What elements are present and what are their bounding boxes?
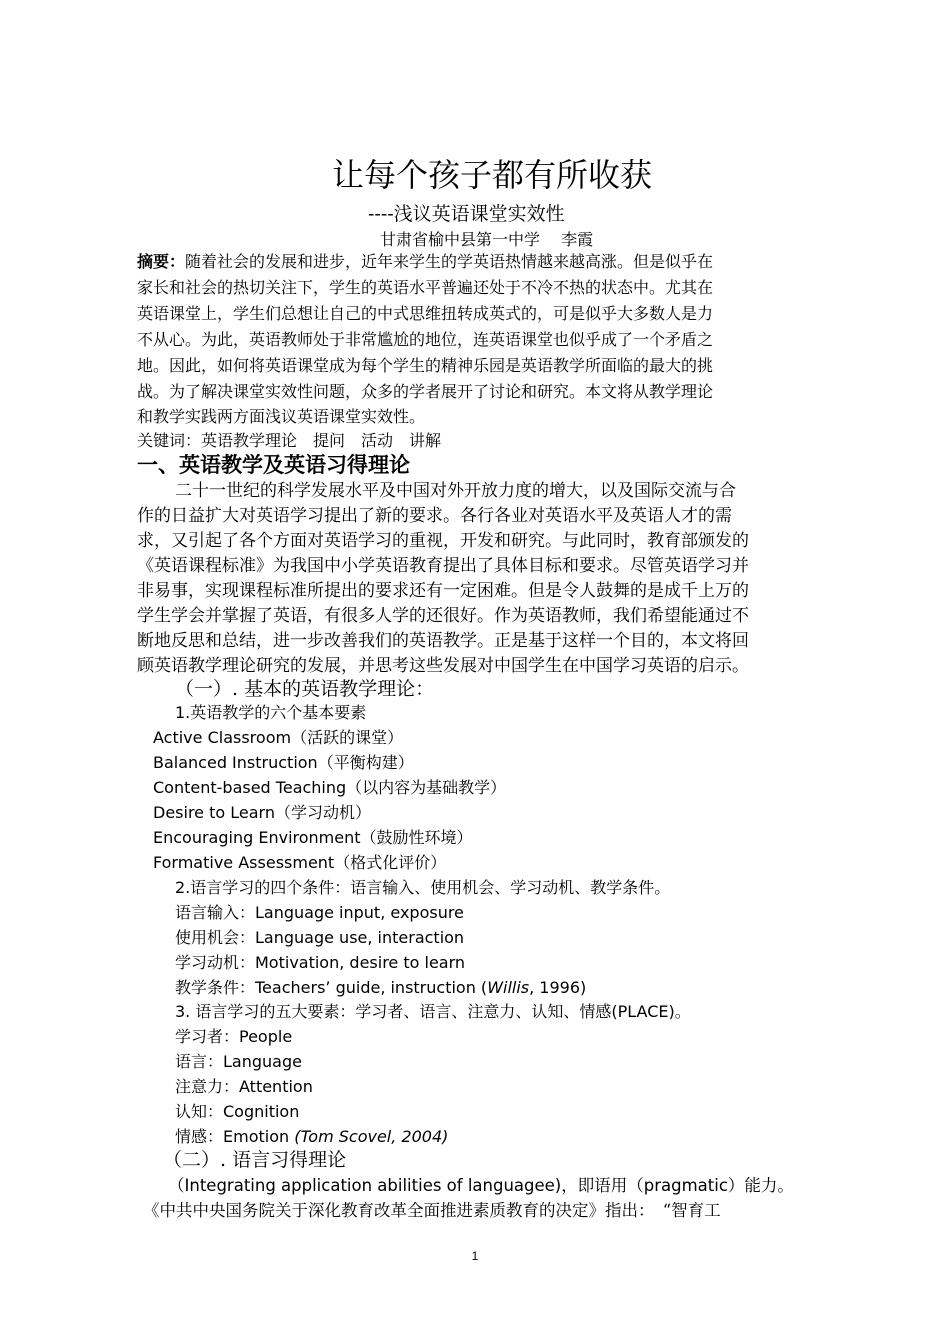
list-item: 语言：Language bbox=[175, 1052, 302, 1071]
keywords-line: 关键词：英语教学理论 提问 活动 讲解 bbox=[137, 431, 442, 450]
page-number: 1 bbox=[471, 1249, 479, 1263]
list-item: Balanced Instruction（平衡构建） bbox=[153, 753, 414, 772]
list-item: 教学条件：Teachers’ guide, instruction (Willis, 1996) bbox=[175, 978, 587, 997]
paragraph-line: 作的日益扩大对英语学习提出了新的要求。各行各业对英语水平及英语人才的需 bbox=[137, 506, 732, 526]
abstract-line: 摘要：随着社会的发展和进步，近年来学生的学英语热情越来越高涨。但是似乎在 bbox=[137, 252, 714, 271]
list-item: Encouraging Environment（鼓励性环境） bbox=[153, 828, 473, 847]
abstract-line: 英语课堂上，学生们总想让自己的中式思维扭转成英式的，可是似乎大多数人是力 bbox=[137, 304, 714, 323]
list-item: 情感：Emotion (Tom Scovel, 2004) bbox=[175, 1127, 449, 1146]
list-item: Content-based Teaching（以内容为基础教学） bbox=[153, 778, 507, 797]
document-title: 让每个孩子都有所收获 bbox=[331, 156, 652, 194]
abstract-line: 地。因此，如何将英语课堂成为每个学生的精神乐园是英语教学所面临的最大的挑 bbox=[137, 356, 714, 375]
paragraph-line: 《中共中央国务院关于深化教育改革全面推进素质教育的决定》指出： “智育工 bbox=[143, 1201, 721, 1220]
section-heading: 一、英语教学及英语习得理论 bbox=[137, 453, 410, 477]
subsection-heading: （一）. 基本的英语教学理论： bbox=[175, 678, 435, 700]
paragraph-line: 《英语课程标准》为我国中小学英语教育提出了具体目标和要求。尽管英语学习并 bbox=[137, 556, 749, 576]
list-item: 学习者：People bbox=[175, 1027, 293, 1046]
abstract-line: 家长和社会的热切关注下，学生的英语水平普遍还处于不冷不热的状态中。尤其在 bbox=[137, 278, 714, 297]
list-item: 学习动机：Motivation, desire to learn bbox=[175, 953, 466, 972]
author-line: 甘肃省榆中县第一中学 李霞 bbox=[380, 230, 594, 249]
paragraph-line: 二十一世纪的科学发展水平及中国对外开放力度的增大，以及国际交流与合 bbox=[175, 481, 736, 501]
paragraph-line: 顾英语教学理论研究的发展，并思考这些发展对中国学生在中国学习英语的启示。 bbox=[137, 656, 749, 676]
item-title: 3. 语言学习的五大要素：学习者、语言、注意力、认知、情感(PLACE)。 bbox=[175, 1002, 691, 1021]
item-title: 1.英语教学的六个基本要素 bbox=[175, 703, 367, 722]
paragraph-line: 非易事，实现课程标准所提出的要求还有一定困难。但是令人鼓舞的是成千上万的 bbox=[137, 581, 749, 601]
list-item: 注意力：Attention bbox=[175, 1077, 313, 1096]
list-item: Active Classroom（活跃的课堂） bbox=[153, 728, 404, 747]
list-item: Desire to Learn（学习动机） bbox=[153, 803, 371, 822]
list-item: 认知：Cognition bbox=[175, 1102, 300, 1121]
abstract-line: 战。为了解决课堂实效性问题，众多的学者展开了讨论和研究。本文将从教学理论 bbox=[137, 382, 714, 401]
citation: (Tom Scovel, 2004) bbox=[294, 1127, 449, 1146]
abstract-line: 和教学实践两方面浅议英语课堂实效性。 bbox=[137, 407, 426, 426]
list-item: 语言输入：Language input, exposure bbox=[175, 903, 464, 922]
paragraph-line: 断地反思和总结，进一步改善我们的英语教学。正是基于这样一个目的，本文将回 bbox=[137, 631, 749, 651]
citation-author: Willis bbox=[487, 978, 530, 997]
document-subtitle: ----浅议英语课堂实效性 bbox=[368, 203, 565, 225]
abstract-label: 摘要： bbox=[137, 252, 186, 271]
abstract-line: 不从心。为此，英语教师处于非常尴尬的地位，连英语课堂也似乎成了一个矛盾之 bbox=[137, 330, 714, 349]
list-item: Formative Assessment（格式化评价） bbox=[153, 853, 447, 872]
item-title: 2.语言学习的四个条件：语言输入、使用机会、学习动机、教学条件。 bbox=[175, 878, 671, 897]
paragraph-line: 学生学会并掌握了英语，有很多人学的还很好。作为英语教师，我们希望能通过不 bbox=[137, 606, 749, 626]
subsection-heading: （二）. 语言习得理论 bbox=[163, 1149, 347, 1171]
paragraph-line: （Integrating application abilities of languagee)，即语用（pragmatic）能力。 bbox=[168, 1176, 794, 1195]
list-item: 使用机会：Language use, interaction bbox=[175, 928, 465, 947]
paragraph-line: 求，又引起了各个方面对英语学习的重视，开发和研究。与此同时，教育部颁发的 bbox=[137, 531, 749, 551]
